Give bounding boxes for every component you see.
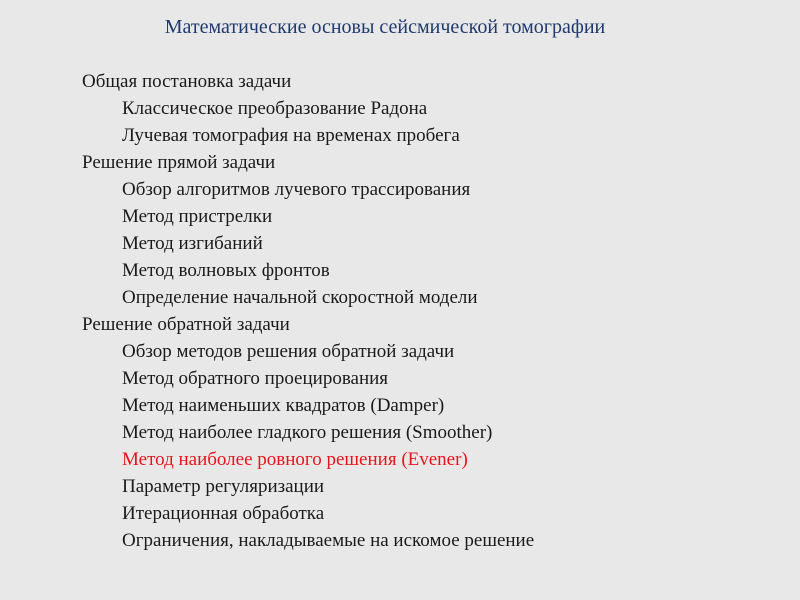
outline-item: Лучевая томография на временах пробега xyxy=(122,125,460,146)
outline-item: Метод наиболее ровного решения (Evener) xyxy=(122,449,468,470)
outline-item: Метод наиболее гладкого решения (Smoother) xyxy=(122,422,493,443)
outline-section: Общая постановка задачи xyxy=(82,71,292,92)
outline-section: Решение прямой задачи xyxy=(82,152,276,173)
outline-item: Определение начальной скоростной модели xyxy=(122,287,478,308)
slide-title: Математические основы сейсмической томографии xyxy=(164,16,606,38)
outline-section: Решение обратной задачи xyxy=(82,314,290,335)
outline-list xyxy=(82,68,534,554)
outline-item: Метод пристрелки xyxy=(122,206,273,227)
outline-item: Метод изгибаний xyxy=(122,233,263,254)
outline-item: Параметр регуляризации xyxy=(122,476,325,497)
outline-item: Ограничения, накладываемые на искомое решение xyxy=(122,530,535,551)
outline-item: Метод волновых фронтов xyxy=(122,260,330,281)
outline-item: Классическое преобразование Радона xyxy=(122,98,428,119)
outline-item: Метод обратного проецирования xyxy=(122,368,389,389)
outline-item: Метод наименьших квадратов (Damper) xyxy=(122,395,445,416)
outline-item: Обзор алгоритмов лучевого трассирования xyxy=(122,179,471,200)
outline-item: Итерационная обработка xyxy=(122,503,325,524)
outline-item: Обзор методов решения обратной задачи xyxy=(122,341,455,362)
